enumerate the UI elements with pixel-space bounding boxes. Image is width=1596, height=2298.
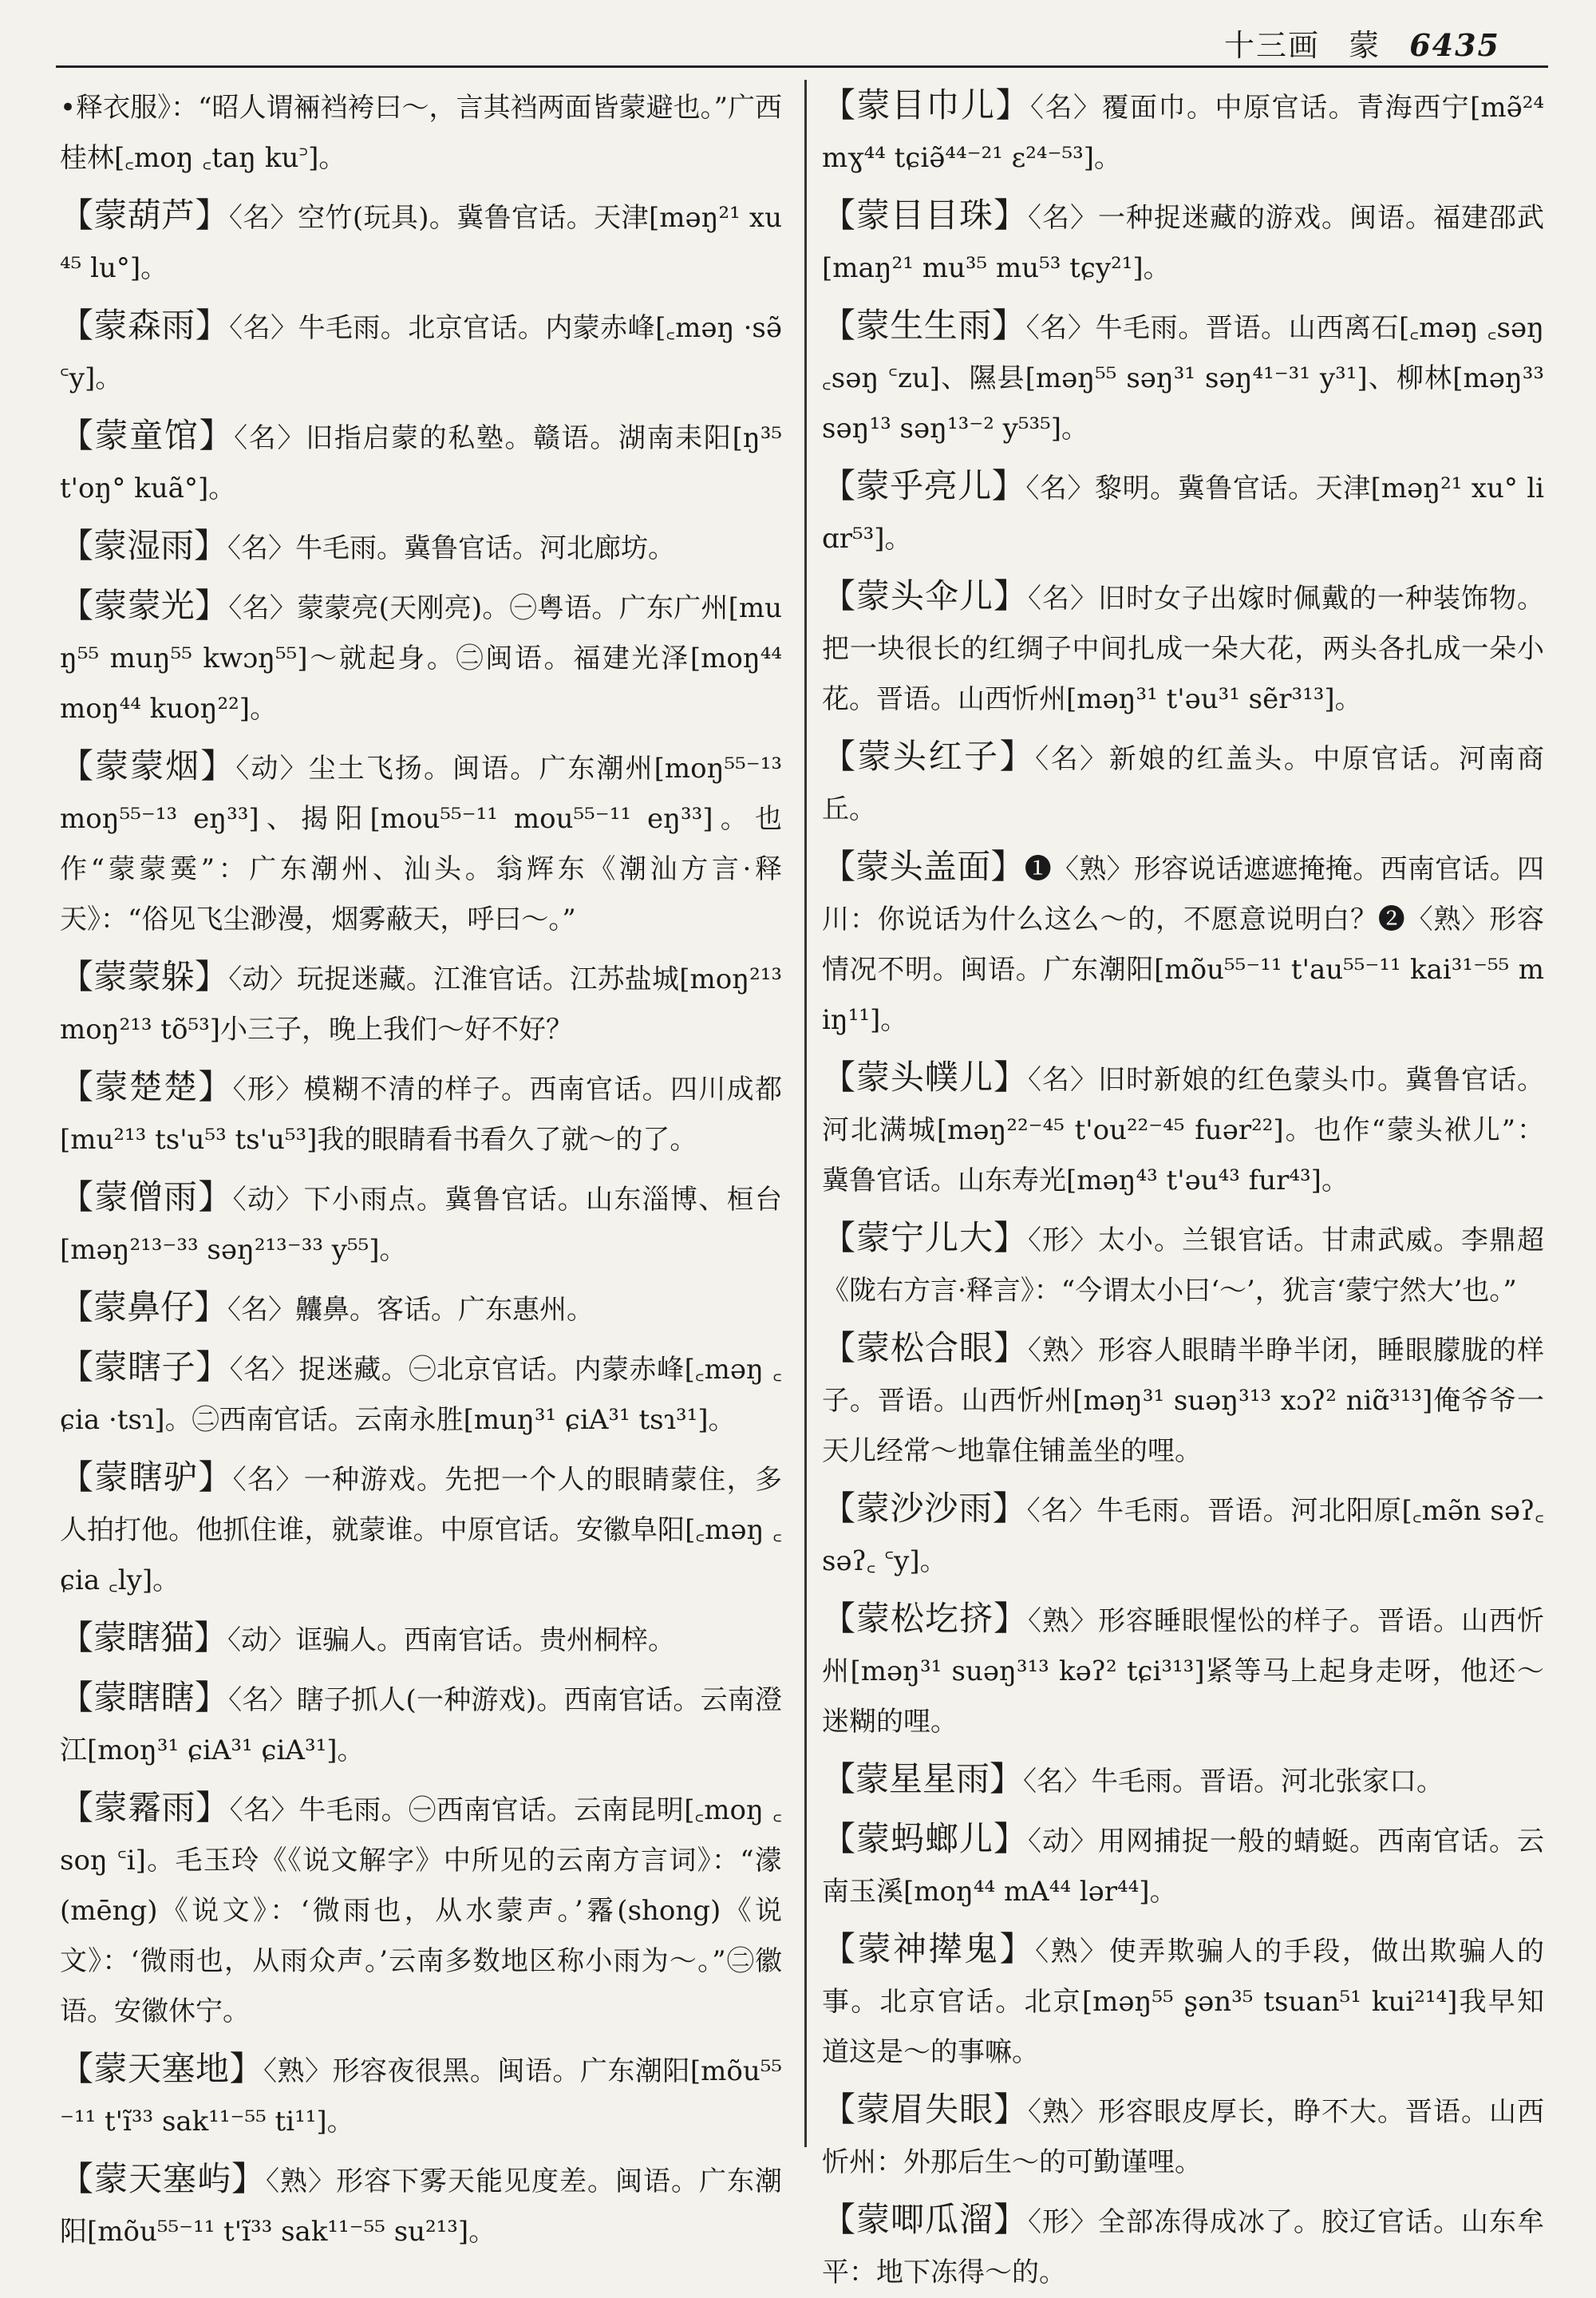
entry-definition: 〈熟〉形容睡眼惺忪的样子。晋语。山西忻州[məŋ³¹ suəŋ³¹³ kəʔ² tɕi³¹³]紧等马上起身走呀，他还～迷糊的哩。 [822, 1605, 1544, 1738]
dictionary-entry [60, 80, 782, 184]
entry-headword: 【蒙头幞儿】 [822, 1058, 1028, 1097]
dictionary-entry [60, 2043, 782, 2147]
entry-definition: 〈形〉太小。兰银官话。甘肃武威。李鼎超《陇右方言·释言》：“今谓太小曰‘～’，犹言‘蒙宁然大’也。” [822, 1224, 1544, 1307]
entry-headword: 【蒙葫芦】 [60, 196, 229, 235]
entry-headword: 【蒙天塞地】 [60, 2049, 263, 2088]
entry-definition: 〈熟〉形容夜很黑。闽语。广东潮阳[mõu⁵⁵⁻¹¹ t'ĩ³³ sak¹¹⁻⁵⁵ ti¹¹]。 [60, 2055, 782, 2138]
head-character: 蒙 [1349, 28, 1381, 63]
entry-definition: 〈名〉捉迷藏。㊀北京官话。内蒙赤峰[꜀məŋ ꜀ɕia ·tsɿ]。㊁西南官话。云南永胜[muŋ³¹ ɕiA³¹ tsɿ³¹]。 [60, 1354, 782, 1436]
entry-definition: 〈熟〉使弄欺骗人的手段，做出欺骗人的事。北京官话。北京[məŋ⁵⁵ ʂən³⁵ tsuan⁵¹ kui²¹⁴]我早知道这是～的事嘛。 [822, 1936, 1544, 2068]
entry-definition: 〈名〉旧时新娘的红色蒙头巾。冀鲁官话。河北满城[məŋ²²⁻⁴⁵ t'ou²²⁻⁴⁵ fuər²²]。也作“蒙头袱儿”：冀鲁官话。山东寿光[məŋ⁴³ t'əu⁴³ fur⁴³]。 [822, 1064, 1544, 1196]
dictionary-entry [822, 1924, 1544, 2078]
page-number: 6435 [1409, 27, 1500, 63]
entry-definition: 〈名〉新娘的红盖头。中原官话。河南商丘。 [822, 743, 1544, 825]
dictionary-entry [60, 1452, 782, 1606]
page-header [56, 18, 1548, 68]
entry-definition: 〈动〉下小雨点。冀鲁官话。山东淄博、桓台[məŋ²¹³⁻³³ səŋ²¹³⁻³³ y⁵⁵]。 [60, 1184, 782, 1266]
entry-definition: 〈名〉牛毛雨。晋语。河北阳原[꜀mə̃n səʔ꜀ səʔ꜀ ꜂y]。 [822, 1495, 1544, 1577]
entry-definition: 〈熟〉形容人眼睛半睁半闭，睡眼朦胧的样子。晋语。山西忻州[məŋ³¹ suəŋ³¹³ xɔʔ² niɑ̃³¹³]俺爷爷一天儿经常～地靠住铺盖坐的哩。 [822, 1335, 1544, 1467]
dictionary-entry [822, 1483, 1544, 1587]
entry-definition: 〈名〉一种游戏。先把一个人的眼睛蒙住，多人拍打他。他抓住谁，就蒙谁。中原官话。安徽阜阳[꜀məŋ ꜀ɕia ꜀ly]。 [60, 1464, 782, 1596]
right-column [822, 80, 1544, 2288]
entry-definition: 〈形〉模糊不清的样子。西南官话。四川成都[mu²¹³ ts'u⁵³ ts'u⁵³]我的眼睛看书看久了就～的了。 [60, 1074, 782, 1156]
dictionary-entry [60, 2154, 782, 2257]
entry-definition: 〈动〉诓骗人。西南官话。贵州桐梓。 [227, 1624, 676, 1656]
dictionary-entry [822, 1323, 1544, 1477]
entry-definition: 〈名〉空竹(玩具)。冀鲁官话。天津[məŋ²¹ xu⁴⁵ lu°]。 [60, 202, 782, 284]
entry-headword: 【蒙天塞屿】 [60, 2159, 266, 2198]
entry-headword: 【蒙瞎猫】 [60, 1618, 228, 1657]
entry-headword: 【蒙唧瓜溜】 [822, 2200, 1028, 2239]
dictionary-entry [60, 1342, 782, 1446]
entry-definition: 〈动〉玩捉迷藏。江淮官话。江苏盐城[moŋ²¹³ moŋ²¹³ tõ⁵³]小三子，晚上我们～好不好？ [60, 963, 782, 1046]
dictionary-entry [60, 520, 782, 574]
entry-headword: 【蒙瞎瞎】 [60, 1678, 229, 1717]
entry-headword: 【蒙目目珠】 [822, 196, 1028, 235]
entry-headword: 【蒙眉失眼】 [822, 2090, 1028, 2129]
dictionary-entry [822, 2084, 1544, 2188]
entry-definition: 〈名〉蒙蒙亮(天刚亮)。㊀粤语。广东广州[muŋ⁵⁵ muŋ⁵⁵ kwɔŋ⁵⁵]～就起身。㊁闽语。福建光泽[moŋ⁴⁴ moŋ⁴⁴ kuoŋ²²]。 [60, 592, 782, 725]
dictionary-entry [822, 841, 1544, 1046]
entry-headword: 【蒙湿雨】 [60, 526, 228, 565]
entry-definition: 〈名〉牛毛雨。冀鲁官话。河北廊坊。 [227, 532, 676, 564]
entry-definition: •释衣服》：“昭人谓裲裆袴曰～，言其裆两面皆蒙避也。”广西桂林[꜀moŋ ꜀taŋ ku꜄]。 [60, 92, 782, 174]
dictionary-entry [60, 1672, 782, 1776]
entry-definition: 〈名〉牛毛雨。㊀西南官话。云南昆明[꜀moŋ ꜀soŋ ꜂i]。毛玉玲《《说文解字》中所见的云南方言词》：“濛(mēng)《说文》：‘微雨也，从水蒙声。’霿(shong)《说文》：‘微雨也，从雨众声。’云南多数地区称小雨为～。”㊁徽语。安徽休宁。 [60, 1794, 782, 2027]
entry-headword: 【蒙蒙光】 [60, 586, 229, 625]
entry-headword: 【蒙瞎驴】 [60, 1458, 233, 1497]
entry-definition: 〈名〉旧时女子出嫁时佩戴的一种装饰物。把一块很长的红绸子中间扎成一朵大花，两头各扎成一朵小花。晋语。山西忻州[məŋ³¹ t'əu³¹ sẽr³¹³]。 [822, 583, 1544, 715]
entry-headword: 【蒙生生雨】 [822, 306, 1026, 345]
left-column [60, 80, 782, 2248]
entry-headword: 【蒙蒙烟】 [60, 746, 236, 785]
entry-headword: 【蒙楚楚】 [60, 1067, 233, 1106]
dictionary-entry [822, 731, 1544, 835]
dictionary-entry [822, 1593, 1544, 1747]
entry-definition: 〈名〉一种捉迷藏的游戏。闽语。福建邵武[maŋ²¹ mu³⁵ mu⁵³ tɕy²¹]。 [822, 202, 1544, 284]
dictionary-entry [822, 300, 1544, 454]
entry-headword: 【蒙松合眼】 [822, 1328, 1028, 1367]
entry-headword: 【蒙乎亮儿】 [822, 466, 1026, 505]
entry-headword: 【蒙霿雨】 [60, 1788, 230, 1827]
dictionary-entry [60, 580, 782, 734]
dictionary-entry [60, 1062, 782, 1165]
entry-headword: 【蒙沙沙雨】 [822, 1489, 1027, 1528]
entry-definition: 〈动〉尘土飞扬。闽语。广东潮州[moŋ⁵⁵⁻¹³ moŋ⁵⁵⁻¹³ eŋ³³]、揭阳[mou⁵⁵⁻¹¹ mou⁵⁵⁻¹¹ eŋ³³]。也作“蒙蒙霙”：广东潮州、汕头。翁辉东《潮汕方言·释天》：“俗见飞尘渺漫，烟雾蔽天，呼曰～。” [60, 753, 782, 935]
entry-definition: 〈形〉全部冻得成冰了。胶辽官话。山东牟平：地下冻得～的。 [822, 2206, 1544, 2288]
entry-definition: ❶〈熟〉形容说话遮遮掩掩。西南官话。四川：你说话为什么这么～的，不愿意说明白？❷〈熟〉形容情况不明。闽语。广东潮阳[mõu⁵⁵⁻¹¹ t'au⁵⁵⁻¹¹ kai³¹⁻⁵⁵ miŋ¹¹]。 [822, 853, 1544, 1036]
entry-definition: 〈熟〉形容眼皮厚长，睁不大。晋语。山西忻州：外那后生～的可勤谨哩。 [822, 2096, 1544, 2178]
stroke-count-label: 十三画 [1224, 28, 1321, 63]
entry-headword: 【蒙宁儿大】 [822, 1218, 1028, 1257]
entry-definition: 〈名〉牛毛雨。北京官话。内蒙赤峰[꜀məŋ ·sə̃ ꜂y]。 [60, 312, 782, 394]
entry-headword: 【蒙瞎子】 [60, 1347, 230, 1386]
entry-definition: 〈熟〉形容下雾天能见度差。闽语。广东潮阳[mõu⁵⁵⁻¹¹ t'ĩ³³ sak¹¹⁻⁵⁵ su²¹³]。 [60, 2165, 782, 2248]
entry-headword: 【蒙头盖面】 [822, 847, 1025, 886]
entry-headword: 【蒙僧雨】 [60, 1177, 233, 1216]
entry-definition: 〈名〉牛毛雨。晋语。山西离石[꜀məŋ ꜀səŋ ꜀səŋ ꜂zu]、隰县[məŋ⁵⁵ səŋ³¹ səŋ⁴¹⁻³¹ y³¹]、柳林[məŋ³³ səŋ¹³ səŋ¹³⁻² y⁵³⁵]。 [822, 312, 1544, 445]
entry-definition: 〈名〉黎明。冀鲁官话。天津[məŋ²¹ xu° liɑr⁵³]。 [822, 473, 1544, 555]
entry-headword: 【蒙星星雨】 [822, 1759, 1024, 1798]
dictionary-entry [60, 1172, 782, 1276]
entry-definition: 〈名〉旧指启蒙的私塾。赣语。湖南耒阳[ŋ³⁵ t'oŋ° kuã°]。 [60, 422, 782, 504]
entry-definition: 〈名〉瞎子抓人(一种游戏)。西南官话。云南澄江[moŋ³¹ ɕiA³¹ ɕiA³¹]。 [60, 1684, 782, 1766]
dictionary-entry [60, 1282, 782, 1335]
dictionary-entry [822, 461, 1544, 564]
entry-headword: 【蒙童馆】 [60, 416, 235, 455]
entry-definition: 〈名〉齉鼻。客话。广东惠州。 [227, 1294, 595, 1326]
dictionary-entry [822, 80, 1544, 184]
column-divider [804, 80, 807, 2147]
entry-headword: 【蒙森雨】 [60, 306, 230, 345]
dictionary-entry [60, 190, 782, 294]
dictionary-entry [822, 1212, 1544, 1316]
entry-headword: 【蒙头红子】 [822, 737, 1036, 776]
entry-headword: 【蒙鼻仔】 [60, 1287, 228, 1327]
entry-headword: 【蒙松圪挤】 [822, 1599, 1028, 1638]
dictionary-entry [60, 300, 782, 404]
entry-headword: 【蒙头伞儿】 [822, 576, 1028, 615]
dictionary-entry [822, 2194, 1544, 2298]
dictionary-entry [60, 410, 782, 514]
dictionary-entry [822, 1052, 1544, 1206]
dictionary-entry [60, 1612, 782, 1666]
running-head [1207, 21, 1500, 65]
entry-headword: 【蒙蚂螂儿】 [822, 1819, 1028, 1858]
entry-definition: 〈动〉用网捕捉一般的蜻蜓。西南官话。云南玉溪[moŋ⁴⁴ mA⁴⁴ lər⁴⁴]。 [822, 1825, 1544, 1908]
entry-definition: 〈名〉牛毛雨。晋语。河北张家口。 [1023, 1766, 1444, 1798]
dictionary-entry [822, 1754, 1544, 1807]
entry-headword: 【蒙神撵鬼】 [822, 1929, 1036, 1968]
dictionary-entry [60, 741, 782, 945]
entry-headword: 【蒙目巾儿】 [822, 85, 1031, 125]
entry-headword: 【蒙蒙躲】 [60, 957, 229, 996]
dictionary-entry [822, 1813, 1544, 1917]
dictionary-entry [822, 190, 1544, 294]
entry-definition: 〈名〉覆面巾。中原官话。青海西宁[mə̃²⁴ mɣ⁴⁴ tɕiə̃⁴⁴⁻²¹ ɛ²⁴⁻⁵³]。 [822, 92, 1544, 174]
dictionary-entry [60, 951, 782, 1055]
dictionary-entry [822, 571, 1544, 725]
dictionary-entry [60, 1782, 782, 2037]
